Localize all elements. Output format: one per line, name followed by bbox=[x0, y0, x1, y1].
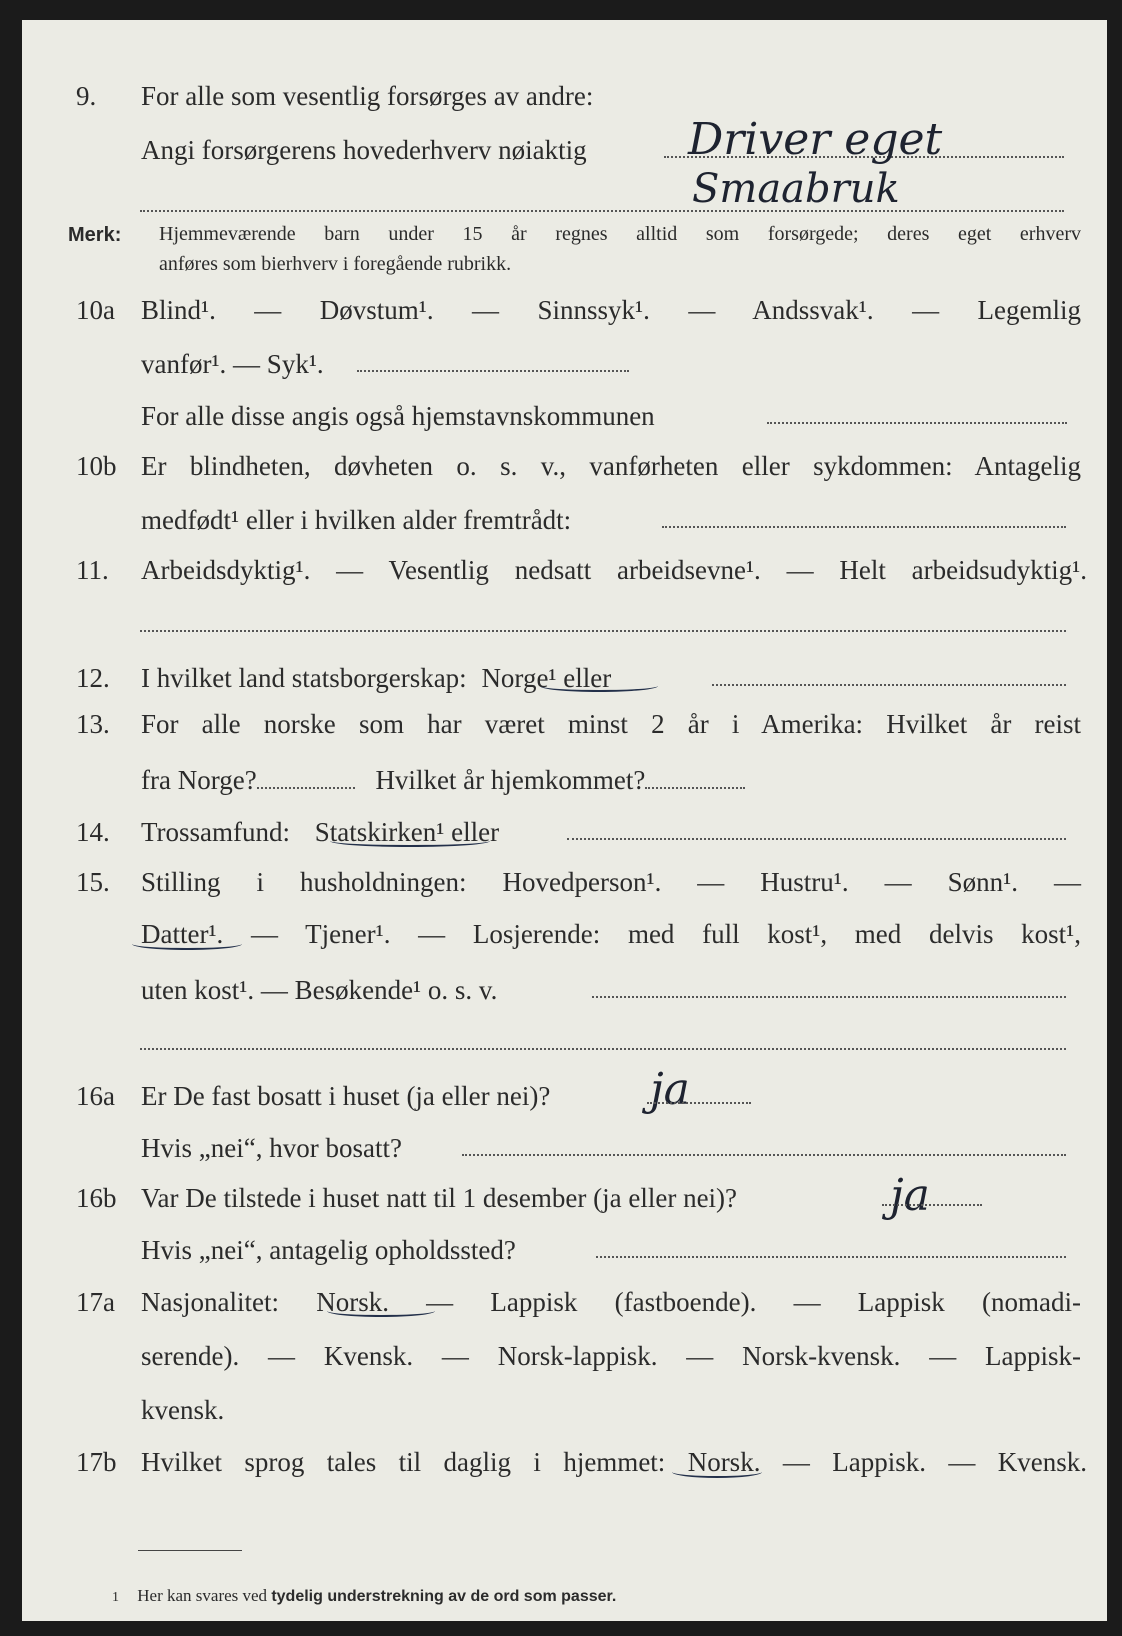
q14-option-statskirken: Statskirken¹ bbox=[314, 817, 445, 847]
q16a-answer-line bbox=[647, 1102, 751, 1104]
q16b-text-2: Hvis „nei“, antagelig opholdssted? bbox=[141, 1235, 516, 1265]
q16b-row-1 bbox=[22, 1178, 1107, 1218]
q14-row bbox=[22, 812, 1107, 852]
q14-number: 14. bbox=[76, 817, 110, 847]
q13-text-2 bbox=[141, 760, 745, 800]
q17b-row bbox=[22, 1442, 1107, 1482]
q16b-number: 16b bbox=[76, 1183, 117, 1213]
q14-question: Trossamfund: bbox=[141, 817, 291, 847]
q10a-number: 10a bbox=[76, 295, 115, 325]
q11-answer-line bbox=[140, 630, 1066, 632]
q12-row bbox=[22, 658, 1107, 698]
q9-text-1: For alle som vesentlig forsørges av andre: bbox=[141, 81, 594, 111]
q13-text-1: For alle norske som har været minst 2 år i Amerika: Hvilket år reist bbox=[141, 709, 1081, 739]
q16b-row-2 bbox=[22, 1230, 1107, 1270]
q10a-row-2 bbox=[22, 344, 1107, 384]
q10a-text-1: Blind¹. — Døvstum¹. — Sinnssyk¹. — Andssvak¹. — Legemlig bbox=[141, 295, 1081, 325]
q17b-handwritten-underline bbox=[672, 1466, 762, 1478]
q12-option-norge: Norge¹ bbox=[481, 663, 557, 693]
q16a-row-2 bbox=[22, 1128, 1107, 1168]
merk-label: Merk: bbox=[68, 224, 122, 246]
footnote-text-b: tydelig understrekning av de ord som passer. bbox=[271, 1588, 617, 1605]
q16a-text-1: Er De fast bosatt i huset (ja eller nei)? bbox=[141, 1081, 551, 1111]
q15-text-1: Stilling i husholdningen: Hovedperson¹. — Hustru¹. — Sønn¹. — bbox=[141, 867, 1081, 897]
q17b-text: Hvilket sprog tales til daglig i hjemmet: Norsk. — Lappisk. — Kvensk. bbox=[141, 1447, 1087, 1477]
q10b-row-1 bbox=[22, 446, 1107, 486]
q15-row-1 bbox=[22, 862, 1107, 902]
q16b-handwritten-answer: ja bbox=[890, 1170, 930, 1221]
q17a-text-2: serende). — Kvensk. — Norsk-lappisk. — Norsk-kvensk. — Lappisk- bbox=[141, 1341, 1081, 1371]
q9-handwritten-answer-1: Driver eget bbox=[688, 114, 943, 165]
q13-row-2 bbox=[22, 760, 1107, 800]
q13-hjemkommet-line bbox=[645, 761, 745, 789]
q11-text-1: Arbeidsdyktig¹. — Vesentlig nedsatt arbeidsevne¹. — Helt arbeidsudyktig¹. bbox=[141, 555, 1087, 585]
q16b-answer-line bbox=[882, 1204, 982, 1206]
q15-answer-line-1 bbox=[592, 996, 1066, 998]
q14-eller: eller bbox=[451, 817, 500, 847]
q13-row-1 bbox=[22, 704, 1107, 744]
q15-text-3: uten kost¹. — Besøkende¹ o. s. v. bbox=[141, 975, 498, 1005]
q17a-row-1 bbox=[22, 1282, 1107, 1322]
q12-question: I hvilket land statsborgerskap: bbox=[141, 663, 467, 693]
q10a-text-3: For alle disse angis også hjemstavnskommunen bbox=[141, 401, 655, 431]
q11-row-1 bbox=[22, 550, 1107, 590]
q16a-number: 16a bbox=[76, 1081, 115, 1111]
q15-text-2: Datter¹. — Tjener¹. — Losjerende: med full kost¹, med delvis kost¹, bbox=[141, 919, 1081, 949]
q17a-row-3 bbox=[22, 1390, 1107, 1430]
q13-hjemkommet-label: Hvilket år hjemkommet? bbox=[375, 765, 646, 795]
q13-number: 13. bbox=[76, 709, 110, 739]
q9-text-2: Angi forsørgerens hovederhverv nøiaktig bbox=[141, 135, 587, 165]
q10b-answer-line bbox=[662, 526, 1066, 528]
q10a-row-3 bbox=[22, 396, 1107, 436]
q15-answer-line-2 bbox=[140, 1048, 1066, 1050]
q16b-opholdssted-line bbox=[596, 1256, 1066, 1258]
merk-text-1: Hjemmeværende barn under 15 år regnes alltid som forsørgede; deres eget erhverv bbox=[159, 223, 1081, 245]
census-form-page bbox=[22, 20, 1107, 1621]
footnote bbox=[112, 1586, 616, 1606]
q14-answer-line bbox=[567, 838, 1066, 840]
q12-handwritten-underline bbox=[540, 680, 658, 692]
q12-number: 12. bbox=[76, 663, 110, 693]
q15-number: 15. bbox=[76, 867, 110, 897]
q16a-bosatt-line bbox=[462, 1154, 1066, 1156]
q17a-row-2 bbox=[22, 1336, 1107, 1376]
q9-handwritten-answer-2: Smaabruk bbox=[692, 166, 900, 212]
q12-text bbox=[141, 658, 611, 698]
q16a-row-1 bbox=[22, 1076, 1107, 1116]
q10b-text-2: medfødt¹ eller i hvilken alder fremtrådt: bbox=[141, 505, 572, 535]
q17a-text-3: kvensk. bbox=[141, 1395, 225, 1425]
q12-eller: eller bbox=[563, 663, 612, 693]
q15-row-3 bbox=[22, 970, 1107, 1010]
q16a-handwritten-answer: ja bbox=[650, 1064, 690, 1115]
q9-row-1 bbox=[22, 76, 1107, 116]
q10b-number: 10b bbox=[76, 451, 117, 481]
q10b-text-1: Er blindheten, døvheten o. s. v., vanførheten eller sykdommen: Antagelig bbox=[141, 451, 1081, 481]
footnote-rule bbox=[138, 1550, 242, 1551]
q10b-row-2 bbox=[22, 500, 1107, 540]
q13-reist-line bbox=[257, 761, 355, 789]
q10a-answer-line-1 bbox=[357, 370, 629, 372]
q9-number: 9. bbox=[76, 81, 97, 111]
q15-handwritten-underline bbox=[132, 938, 242, 950]
q10a-row-1 bbox=[22, 290, 1107, 330]
footnote-mark: 1 bbox=[112, 1590, 119, 1605]
q9-row-2 bbox=[22, 130, 1107, 170]
q16a-text-2: Hvis „nei“, hvor bosatt? bbox=[141, 1133, 402, 1163]
q17b-number: 17b bbox=[76, 1447, 117, 1477]
q17a-handwritten-underline bbox=[327, 1305, 435, 1317]
q17a-text-1: Nasjonalitet: Norsk. — Lappisk (fastboende). — Lappisk (nomadi- bbox=[141, 1287, 1081, 1317]
q10a-answer-line-2 bbox=[767, 422, 1067, 424]
q13-reist-label: fra Norge? bbox=[141, 765, 257, 795]
q14-handwritten-underline bbox=[330, 835, 490, 847]
footnote-text-a: Her kan svares ved bbox=[137, 1586, 268, 1605]
q16b-text-1: Var De tilstede i huset natt til 1 desember (ja eller nei)? bbox=[141, 1183, 738, 1213]
q11-number: 11. bbox=[76, 555, 109, 585]
q17a-number: 17a bbox=[76, 1287, 115, 1317]
q10a-text-2: vanfør¹. — Syk¹. bbox=[141, 349, 324, 379]
q12-answer-line bbox=[712, 684, 1066, 686]
q9-answer-line-2 bbox=[140, 210, 1064, 212]
merk-text-2: anføres som bierhverv i foregående rubrikk. bbox=[159, 253, 512, 275]
